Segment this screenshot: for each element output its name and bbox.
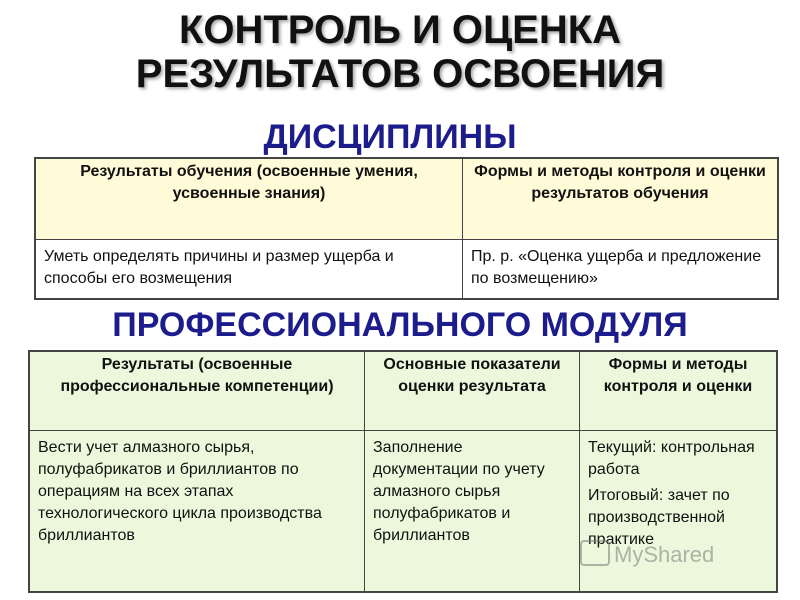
title-line-2: РЕЗУЛЬТАТОВ ОСВОЕНИЯ <box>135 52 665 96</box>
table-header-row <box>35 158 778 240</box>
presentation-icon <box>580 540 610 566</box>
cell-skill: Уметь определять причины и размер ущерба и способы его возмещения <box>35 240 463 300</box>
control-final: Итоговый: зачет по производственной практике <box>588 487 730 548</box>
page-title <box>0 8 800 96</box>
header-cell-indicators: Основные показатели оценки результата <box>365 351 580 431</box>
header-cell-results: Результаты обучения (освоенные умения, усвоенные знания) <box>35 158 463 240</box>
section-heading-module: ПРОФЕССИОНАЛЬНОГО МОДУЛЯ <box>112 306 688 344</box>
table-row <box>35 240 778 300</box>
section-heading-discipline: ДИСЦИПЛИНЫ <box>263 118 517 156</box>
cell-competency: Вести учет алмазного сырья, полуфабрикатов и бриллиантов по операциям на всех этапах технологического цикла производства бриллиантов <box>29 431 365 593</box>
header-cell-competencies: Результаты (освоенные профессиональные компетенции) <box>29 351 365 431</box>
watermark-text: MyShared <box>614 542 715 567</box>
watermark-logo <box>580 540 714 568</box>
title-line-1: КОНТРОЛЬ И ОЦЕНКА <box>178 8 622 52</box>
cell-assessment: Пр. р. «Оценка ущерба и предложение по возмещению» <box>463 240 779 300</box>
header-cell-methods: Формы и методы контроля и оценки результатов обучения <box>463 158 779 240</box>
table-header-row <box>29 351 777 431</box>
cell-indicator: Заполнение документации по учету алмазного сырья полуфабрикатов и бриллиантов <box>365 431 580 593</box>
header-cell-control-forms: Формы и методы контроля и оценки <box>580 351 778 431</box>
control-current: Текущий: контрольная работа <box>588 439 755 478</box>
discipline-table <box>34 157 779 300</box>
